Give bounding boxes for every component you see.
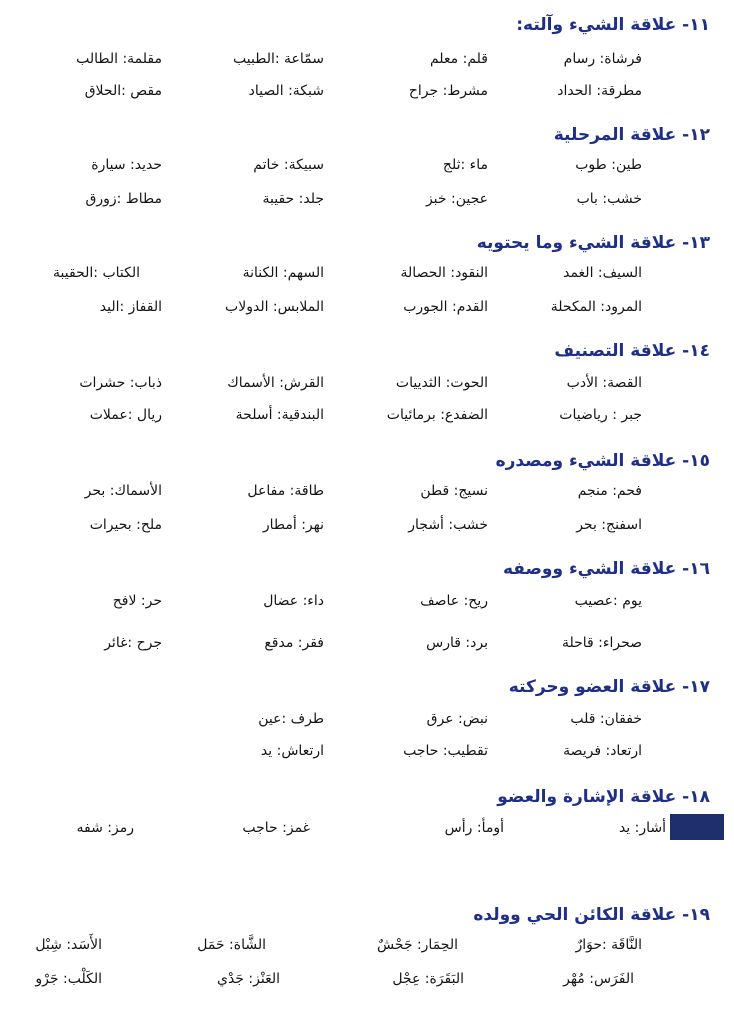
section-19-row-1 bbox=[0, 934, 734, 956]
section-13-row-1 bbox=[0, 262, 734, 284]
pair: مطرقة: الحداد bbox=[557, 83, 642, 99]
section-12-title: ١٢- علاقة المرحلية bbox=[553, 125, 710, 145]
pair: الأَسَد: شِبْل bbox=[35, 937, 102, 953]
pair: النَّاقَة :حوَارٌ bbox=[575, 937, 642, 953]
section-14-row-1 bbox=[0, 372, 734, 394]
pair: حديد: سيارة bbox=[91, 157, 162, 173]
section-11-row-2 bbox=[0, 80, 734, 102]
section-19-title: ١٩- علاقة الكائن الحي وولده bbox=[473, 905, 710, 925]
pair: فرشاة: رسام bbox=[563, 51, 642, 67]
pair: صحراء: قاحلة bbox=[561, 635, 642, 651]
pair: رمز: شفه bbox=[76, 820, 134, 836]
pair: القصة: الأدب bbox=[566, 375, 642, 391]
pair: حر: لافح bbox=[112, 593, 162, 609]
section-19-row-2 bbox=[0, 968, 734, 990]
pair: طرف :عين bbox=[258, 711, 324, 727]
pair: الحوت: الثدييات bbox=[395, 375, 488, 391]
pair: برد: قارس bbox=[426, 635, 488, 651]
pair: ارتعاد: فريصة bbox=[563, 743, 642, 759]
pair: داء: عضال bbox=[263, 593, 324, 609]
pair: تقطيب: حاجب bbox=[403, 743, 488, 759]
section-16-row-1 bbox=[0, 590, 734, 612]
pair: البندقية: أسلحة bbox=[235, 407, 324, 423]
section-15-row-2 bbox=[0, 514, 734, 536]
pair: سبيكة: خاتم bbox=[253, 157, 324, 173]
pair: فحم: منجم bbox=[577, 483, 642, 499]
pair: مقص :الحلاق bbox=[84, 83, 162, 99]
section-11-title: ١١- علاقة الشيء وآلته: bbox=[516, 15, 710, 35]
section-17-row-2 bbox=[0, 740, 734, 762]
pair: يوم :عصيب bbox=[574, 593, 642, 609]
pair: الأسماك: بحر bbox=[84, 483, 162, 499]
pair: طين: طوب bbox=[575, 157, 642, 173]
pair: ريح: عاصف bbox=[420, 593, 488, 609]
pair: اسفنج: بحر bbox=[576, 517, 642, 533]
pair: الكَلْب: جَرْو bbox=[35, 971, 102, 987]
pair: سمّاعة :الطبيب bbox=[233, 51, 324, 67]
pair: المرود: المكحلة bbox=[550, 299, 642, 315]
pair: جرح :غائر bbox=[104, 635, 162, 651]
section-12-row-2 bbox=[0, 188, 734, 210]
pair: الفَرَس: مُهْر bbox=[563, 971, 634, 987]
pair: مقلمة: الطالب bbox=[76, 51, 162, 67]
pair: ماء :ثلج bbox=[442, 157, 488, 173]
pair: نهر: أمطار bbox=[262, 517, 324, 533]
pair: الضفدع: برمائيات bbox=[386, 407, 488, 423]
pair: خفقان: قلب bbox=[570, 711, 642, 727]
section-14-row-2 bbox=[0, 404, 734, 426]
pair: جبر : رياضيات bbox=[559, 407, 642, 423]
pair: قلم: معلم bbox=[429, 51, 488, 67]
section-13-title: ١٣- علاقة الشيء وما يحتويه bbox=[476, 233, 710, 253]
pair: خشب: أشجار bbox=[408, 517, 488, 533]
pair: البَقَرَة: عِجْل bbox=[392, 971, 464, 987]
pair: مشرط: جراح bbox=[408, 83, 488, 99]
section-15-row-1 bbox=[0, 480, 734, 502]
section-17-row-1 bbox=[0, 708, 734, 730]
pair: عجين: خبز bbox=[425, 191, 488, 207]
pair: القفاز :اليد bbox=[99, 299, 162, 315]
pair: شبكة: الصياد bbox=[248, 83, 324, 99]
pair: السهم: الكنانة bbox=[242, 265, 324, 281]
pair: خشب: باب bbox=[576, 191, 642, 207]
section-13-row-2 bbox=[0, 296, 734, 318]
pair: ملح: بحيرات bbox=[89, 517, 162, 533]
pair: السيف: الغمد bbox=[563, 265, 642, 281]
pair: جلد: حقيبة bbox=[262, 191, 324, 207]
pair: طاقة: مفاعل bbox=[247, 483, 324, 499]
pair: النقود: الحصالة bbox=[400, 265, 488, 281]
section-15-title: ١٥- علاقة الشيء ومصدره bbox=[495, 451, 710, 471]
pair: الشَّاة: حَمَل bbox=[197, 937, 266, 953]
pair: مطاط :زورق bbox=[85, 191, 162, 207]
section-11-row-1 bbox=[0, 48, 734, 70]
pair: أشار: يد bbox=[618, 820, 666, 836]
section-18-title: ١٨- علاقة الإشارة والعضو bbox=[497, 787, 710, 807]
answer-box bbox=[670, 814, 724, 840]
section-12-row-1 bbox=[0, 154, 734, 176]
section-14-title: ١٤- علاقة التصنيف bbox=[554, 341, 710, 361]
pair: ذباب: حشرات bbox=[79, 375, 162, 391]
pair: العَنْز: جَدْي bbox=[217, 971, 280, 987]
pair: فقر: مدقع bbox=[264, 635, 324, 651]
pair: نبض: عرق bbox=[426, 711, 488, 727]
pair: ريال :عملات bbox=[89, 407, 162, 423]
section-16-row-2 bbox=[0, 632, 734, 654]
pair: نسيج: قطن bbox=[420, 483, 488, 499]
pair: الكتاب :الحقيبة bbox=[53, 265, 140, 281]
pair: الملابس: الدولاب bbox=[225, 299, 324, 315]
section-18-row-1 bbox=[0, 817, 734, 839]
pair: ارتعاش: يد bbox=[260, 743, 324, 759]
pair: غمز: حاجب bbox=[242, 820, 310, 836]
pair: القدم: الجورب bbox=[403, 299, 488, 315]
pair: القرش: الأسماك bbox=[227, 375, 324, 391]
section-17-title: ١٧- علاقة العضو وحركته bbox=[508, 677, 710, 697]
pair: الحِمَار: جَحْشٌ bbox=[376, 937, 458, 953]
pair: أومأ: رأس bbox=[444, 820, 504, 836]
section-16-title: ١٦- علاقة الشيء ووصفه bbox=[502, 559, 710, 579]
